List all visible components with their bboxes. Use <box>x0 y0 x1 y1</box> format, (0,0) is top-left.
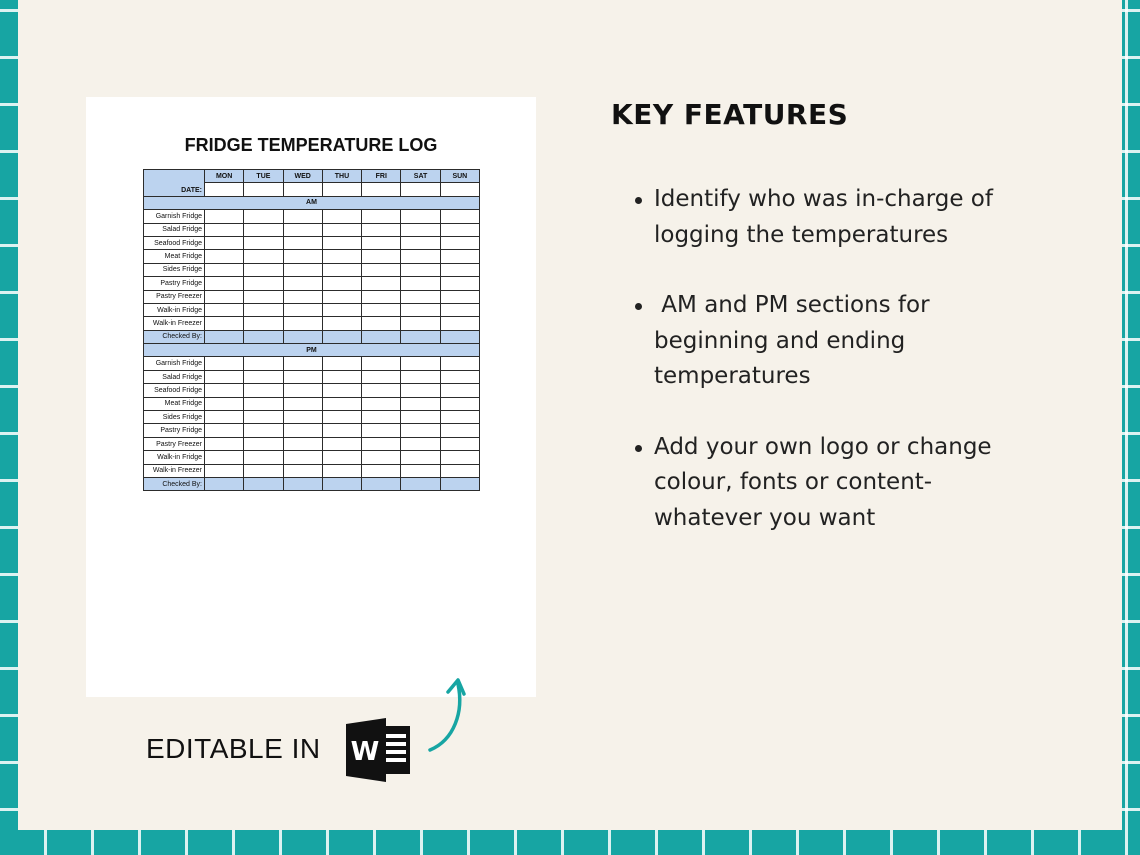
temperature-cell[interactable] <box>401 411 440 424</box>
temperature-cell[interactable] <box>283 357 322 370</box>
checked-by-cell[interactable] <box>244 477 283 490</box>
table-row <box>144 250 480 263</box>
temperature-cell[interactable] <box>401 263 440 276</box>
temperature-cell[interactable] <box>401 384 440 397</box>
temperature-cell[interactable] <box>244 464 283 477</box>
fridge-label: Pastry Freezer <box>144 290 205 303</box>
temperature-cell[interactable] <box>205 236 244 249</box>
fridge-label: Walk-in Fridge <box>144 303 205 316</box>
temperature-cell[interactable] <box>205 397 244 410</box>
checked-by-cell[interactable] <box>401 330 440 343</box>
arrow-icon <box>424 672 476 756</box>
temperature-cell[interactable] <box>322 370 361 383</box>
date-cell-tue[interactable] <box>244 183 283 196</box>
fridge-label: Sides Fridge <box>144 263 205 276</box>
temperature-cell[interactable] <box>440 317 479 330</box>
temperature-cell[interactable] <box>401 424 440 437</box>
table-row <box>144 236 480 249</box>
temperature-cell[interactable] <box>440 277 479 290</box>
checked-by-cell[interactable] <box>362 477 401 490</box>
temperature-cell[interactable] <box>205 250 244 263</box>
temperature-cell[interactable] <box>205 451 244 464</box>
temperature-cell[interactable] <box>205 223 244 236</box>
temperature-cell[interactable] <box>322 223 361 236</box>
checked-by-cell[interactable] <box>283 477 322 490</box>
temperature-cell[interactable] <box>440 437 479 450</box>
date-label-cell: DATE: <box>144 170 205 197</box>
temperature-cell[interactable] <box>322 437 361 450</box>
temperature-cell[interactable] <box>244 411 283 424</box>
temperature-cell[interactable] <box>401 437 440 450</box>
feature-item <box>632 430 1052 537</box>
temperature-cell[interactable] <box>401 370 440 383</box>
fridge-label: Seafood Fridge <box>144 236 205 249</box>
table-row <box>144 451 480 464</box>
feature-line: beginning and ending <box>654 327 906 354</box>
table-row <box>144 411 480 424</box>
table-row <box>144 384 480 397</box>
temperature-cell[interactable] <box>401 223 440 236</box>
checked-by-cell[interactable] <box>322 330 361 343</box>
temperature-cell[interactable] <box>362 397 401 410</box>
log-title: FRIDGE TEMPERATURE LOG <box>184 135 438 155</box>
temperature-cell[interactable] <box>205 317 244 330</box>
temperature-cell[interactable] <box>362 250 401 263</box>
temperature-cell[interactable] <box>283 277 322 290</box>
checked-by-row <box>144 330 480 343</box>
day-header-sun: SUN <box>440 170 479 183</box>
fridge-label: Seafood Fridge <box>144 384 205 397</box>
temperature-cell[interactable] <box>401 464 440 477</box>
table-row <box>144 437 480 450</box>
temperature-cell[interactable] <box>322 303 361 316</box>
fridge-label: Pastry Freezer <box>144 437 205 450</box>
table-row <box>144 397 480 410</box>
fridge-label: Salad Fridge <box>144 370 205 383</box>
feature-line: colour, fonts or content- <box>654 469 933 495</box>
temperature-cell[interactable] <box>440 263 479 276</box>
temperature-cell[interactable] <box>244 317 283 330</box>
temperature-cell[interactable] <box>440 424 479 437</box>
temperature-cell[interactable] <box>362 290 401 303</box>
temperature-cell[interactable] <box>244 397 283 410</box>
fridge-label: Sides Fridge <box>144 411 205 424</box>
temperature-cell[interactable] <box>283 437 322 450</box>
key-features-title: KEY FEATURES <box>611 98 849 131</box>
day-header-thu: THU <box>322 170 361 183</box>
temperature-cell[interactable] <box>322 263 361 276</box>
temperature-cell[interactable] <box>205 384 244 397</box>
day-header-sat: SAT <box>401 170 440 183</box>
temperature-cell[interactable] <box>244 424 283 437</box>
feature-line: whatever you want <box>654 504 876 531</box>
section-row-am <box>144 196 480 209</box>
temperature-cell[interactable] <box>283 210 322 223</box>
temperature-cell[interactable] <box>244 357 283 370</box>
bullet-icon <box>635 303 642 310</box>
table-row <box>144 223 480 236</box>
features-list <box>632 182 1052 571</box>
temperature-cell[interactable] <box>205 277 244 290</box>
fridge-label: Meat Fridge <box>144 250 205 263</box>
temperature-cell[interactable] <box>283 464 322 477</box>
temperature-cell[interactable] <box>401 210 440 223</box>
temperature-cell[interactable] <box>362 411 401 424</box>
temperature-cell[interactable] <box>362 277 401 290</box>
temperature-cell[interactable] <box>440 250 479 263</box>
date-cell-sat[interactable] <box>401 183 440 196</box>
checked-by-cell[interactable] <box>440 330 479 343</box>
table-row <box>144 290 480 303</box>
temperature-cell[interactable] <box>401 250 440 263</box>
day-header-wed: WED <box>283 170 322 183</box>
temperature-cell[interactable] <box>205 263 244 276</box>
temperature-cell[interactable] <box>322 210 361 223</box>
temperature-cell[interactable] <box>244 277 283 290</box>
day-header-row <box>144 170 480 183</box>
temperature-cell[interactable] <box>440 303 479 316</box>
temperature-cell[interactable] <box>440 464 479 477</box>
temperature-cell[interactable] <box>401 317 440 330</box>
temperature-cell[interactable] <box>244 451 283 464</box>
temperature-cell[interactable] <box>401 451 440 464</box>
temperature-cell[interactable] <box>440 357 479 370</box>
temperature-cell[interactable] <box>322 357 361 370</box>
temperature-cell[interactable] <box>205 424 244 437</box>
feature-line: Add your own logo or change <box>654 433 992 460</box>
temperature-cell[interactable] <box>283 384 322 397</box>
word-icon <box>344 716 412 784</box>
temperature-cell[interactable] <box>283 303 322 316</box>
date-cell-fri[interactable] <box>362 183 401 196</box>
table-row <box>144 210 480 223</box>
temperature-cell[interactable] <box>205 303 244 316</box>
temperature-cell[interactable] <box>362 464 401 477</box>
temperature-cell[interactable] <box>283 317 322 330</box>
temperature-cell[interactable] <box>401 303 440 316</box>
temperature-cell[interactable] <box>362 384 401 397</box>
fridge-label: Salad Fridge <box>144 223 205 236</box>
feature-item <box>632 182 1052 253</box>
day-header-tue: TUE <box>244 170 283 183</box>
temperature-cell[interactable] <box>283 451 322 464</box>
temperature-cell[interactable] <box>205 370 244 383</box>
temperature-cell[interactable] <box>244 437 283 450</box>
fridge-label: Pastry Fridge <box>144 277 205 290</box>
temperature-cell[interactable] <box>205 464 244 477</box>
temperature-cell[interactable] <box>244 370 283 383</box>
fridge-label: Meat Fridge <box>144 397 205 410</box>
table-row <box>144 464 480 477</box>
temperature-cell[interactable] <box>362 370 401 383</box>
fridge-label: Garnish Fridge <box>144 210 205 223</box>
fridge-label: Pastry Fridge <box>144 424 205 437</box>
temperature-cell[interactable] <box>205 290 244 303</box>
temperature-cell[interactable] <box>401 397 440 410</box>
checked-by-cell[interactable] <box>401 477 440 490</box>
temperature-cell[interactable] <box>401 277 440 290</box>
section-label: PM <box>144 344 480 357</box>
temperature-cell[interactable] <box>244 384 283 397</box>
temperature-cell[interactable] <box>205 210 244 223</box>
temperature-cell[interactable] <box>244 223 283 236</box>
temperature-cell[interactable] <box>401 236 440 249</box>
temperature-cell[interactable] <box>362 357 401 370</box>
temperature-cell[interactable] <box>322 277 361 290</box>
checked-by-label: Checked By: <box>144 330 205 343</box>
fridge-label: Walk-in Freezer <box>144 317 205 330</box>
word-icon-letter: W <box>350 737 380 767</box>
bullet-icon <box>635 445 642 452</box>
temperature-cell[interactable] <box>244 290 283 303</box>
temperature-cell[interactable] <box>283 290 322 303</box>
date-cell-wed[interactable] <box>283 183 322 196</box>
table-row <box>144 424 480 437</box>
checked-by-cell[interactable] <box>205 477 244 490</box>
checked-by-cell[interactable] <box>322 477 361 490</box>
temperature-cell[interactable] <box>362 210 401 223</box>
temperature-cell[interactable] <box>362 223 401 236</box>
checked-by-cell[interactable] <box>283 330 322 343</box>
table-row <box>144 357 480 370</box>
checked-by-cell[interactable] <box>362 330 401 343</box>
temperature-cell[interactable] <box>244 250 283 263</box>
section-row-pm <box>144 344 480 357</box>
day-header-mon: MON <box>205 170 244 183</box>
feature-line: AM and PM sections for <box>654 292 930 318</box>
table-row <box>144 303 480 316</box>
temperature-cell[interactable] <box>283 397 322 410</box>
temperature-cell[interactable] <box>362 451 401 464</box>
table-row <box>144 263 480 276</box>
temperature-cell[interactable] <box>362 236 401 249</box>
temperature-cell[interactable] <box>283 263 322 276</box>
temperature-cell[interactable] <box>283 411 322 424</box>
temperature-cell[interactable] <box>283 424 322 437</box>
temperature-cell[interactable] <box>440 236 479 249</box>
temperature-cell[interactable] <box>244 210 283 223</box>
checked-by-cell[interactable] <box>205 330 244 343</box>
feature-item <box>632 288 1052 395</box>
temperature-cell[interactable] <box>205 437 244 450</box>
temperature-cell[interactable] <box>362 263 401 276</box>
temperature-cell[interactable] <box>322 464 361 477</box>
temperature-cell[interactable] <box>440 384 479 397</box>
temperature-cell[interactable] <box>283 236 322 249</box>
temperature-cell[interactable] <box>440 370 479 383</box>
day-header-fri: FRI <box>362 170 401 183</box>
checked-by-cell[interactable] <box>440 477 479 490</box>
temperature-cell[interactable] <box>440 210 479 223</box>
editable-in-label: EDITABLE IN <box>146 733 321 764</box>
temperature-cell[interactable] <box>205 411 244 424</box>
fridge-label: Walk-in Freezer <box>144 464 205 477</box>
temperature-cell[interactable] <box>322 424 361 437</box>
table-row <box>144 370 480 383</box>
feature-line: temperatures <box>654 363 811 389</box>
temperature-cell[interactable] <box>322 451 361 464</box>
temperature-cell[interactable] <box>283 370 322 383</box>
temperature-cell[interactable] <box>244 263 283 276</box>
temperature-cell[interactable] <box>205 357 244 370</box>
temperature-cell[interactable] <box>401 357 440 370</box>
temperature-cell[interactable] <box>283 223 322 236</box>
temperature-cell[interactable] <box>440 223 479 236</box>
temperature-cell[interactable] <box>440 451 479 464</box>
temperature-cell[interactable] <box>322 397 361 410</box>
temperature-cell[interactable] <box>440 397 479 410</box>
temperature-cell[interactable] <box>322 250 361 263</box>
temperature-log-table <box>143 169 480 491</box>
date-cell-mon[interactable] <box>205 183 244 196</box>
temperature-cell[interactable] <box>244 236 283 249</box>
temperature-cell[interactable] <box>362 437 401 450</box>
temperature-cell[interactable] <box>362 317 401 330</box>
temperature-cell[interactable] <box>283 250 322 263</box>
table-row <box>144 277 480 290</box>
table-row <box>144 317 480 330</box>
temperature-cell[interactable] <box>244 303 283 316</box>
temperature-cell[interactable] <box>440 290 479 303</box>
date-cell-thu[interactable] <box>322 183 361 196</box>
feature-line: logging the temperatures <box>654 221 949 248</box>
fridge-label: Walk-in Fridge <box>144 451 205 464</box>
checked-by-cell[interactable] <box>244 330 283 343</box>
bullet-icon <box>635 197 642 204</box>
temperature-cell[interactable] <box>322 384 361 397</box>
document-preview <box>86 97 536 697</box>
feature-line: Identify who was in-charge of <box>654 186 993 212</box>
fridge-label: Garnish Fridge <box>144 357 205 370</box>
section-label: AM <box>144 196 480 209</box>
temperature-cell[interactable] <box>322 290 361 303</box>
temperature-cell[interactable] <box>401 290 440 303</box>
temperature-cell[interactable] <box>440 411 479 424</box>
temperature-cell[interactable] <box>322 236 361 249</box>
checked-by-label: Checked By: <box>144 477 205 490</box>
checked-by-row <box>144 477 480 490</box>
temperature-cell[interactable] <box>362 303 401 316</box>
temperature-cell[interactable] <box>322 411 361 424</box>
temperature-cell[interactable] <box>362 424 401 437</box>
date-cell-sun[interactable] <box>440 183 479 196</box>
temperature-cell[interactable] <box>322 317 361 330</box>
